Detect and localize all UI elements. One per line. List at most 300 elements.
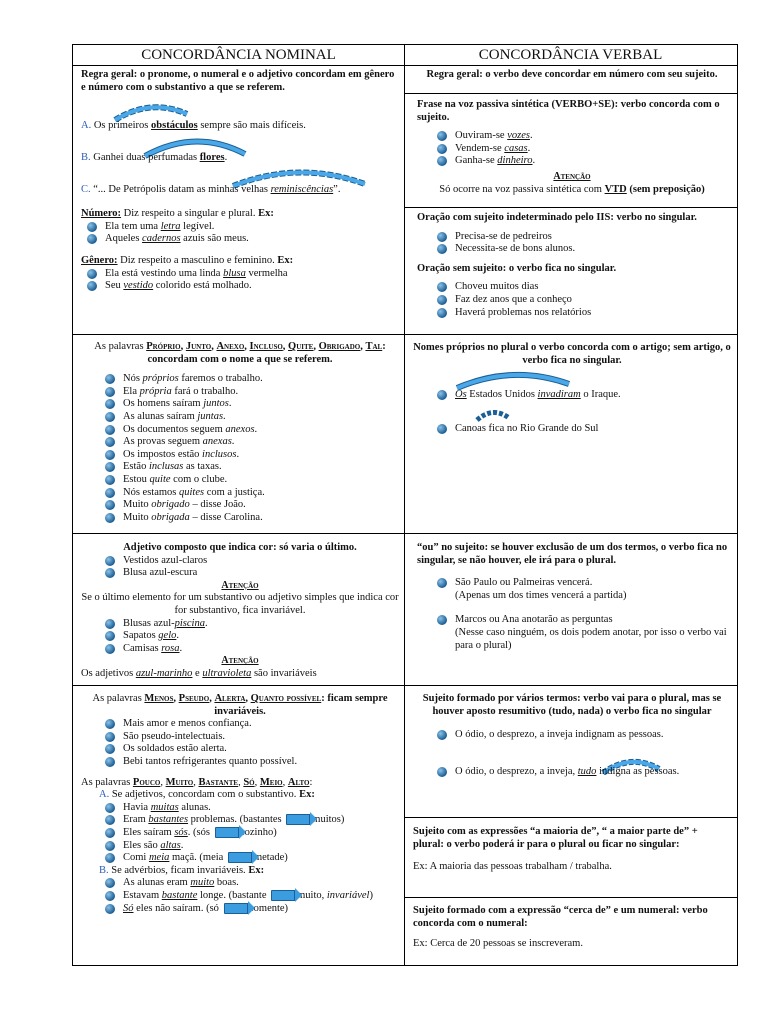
list-item (81, 802, 399, 815)
left-section-regra-geral (81, 69, 399, 293)
sem-sujeito-list (413, 281, 731, 319)
bullet-icon (105, 568, 115, 578)
note-mid: e (192, 667, 203, 679)
right-section-cerca-de (413, 905, 731, 951)
bullet-icon (437, 156, 447, 166)
list-item (431, 155, 731, 168)
list-item (81, 280, 399, 293)
item-post: eles não saíram. (só (133, 902, 222, 914)
keyword: Tal (365, 341, 383, 352)
list-item (99, 499, 399, 512)
item-word: própria (139, 385, 172, 397)
item-text: Faz dez anos que a conheço (455, 293, 572, 305)
bullet-icon (105, 437, 115, 447)
menos-title: As palavras Menos, Pseudo, Alerta, Quanto possível: ficam sempre invariáveis. (92, 693, 388, 717)
item-text: Os soldados estão alerta. (123, 743, 227, 755)
left-divider-2 (73, 533, 404, 534)
list-item (81, 618, 399, 631)
bullet-icon (105, 891, 115, 901)
list-item (99, 461, 399, 474)
example-c (81, 184, 399, 197)
rule-text: Se adjetivos, concordam com o substantivo. (111, 789, 300, 801)
atencao-note: Se o último elemento for um substantivo ou adjetivo simples que indica cor for substantivo, fica invariável. (81, 592, 399, 616)
item-word: obrigada (151, 511, 190, 523)
maioria-title: Sujeito com as expressões “a maioria de”, “ a maior parte de” + plural: o verbo poderá ir para o plural ou ficar no singular: (413, 826, 698, 850)
item-pre: Nós (123, 373, 143, 385)
item-word: letra (160, 220, 181, 232)
note-word: azul-marinho (135, 667, 193, 679)
proprio-title: As palavras Próprio, Junto, Anexo, Incluso, Quite, Obrigado, Tal: concordam com o nome a que se referem. (94, 341, 386, 365)
bullet-icon (105, 815, 115, 825)
item-post: . (179, 642, 183, 654)
cerca-de-example: Ex: Cerca de 20 pessoas se inscreveram. (413, 938, 583, 950)
bullet-icon (105, 513, 115, 523)
bullet-icon (105, 744, 115, 754)
atencao-label: Atenção (553, 170, 591, 182)
bullet-icon (437, 424, 447, 434)
item-post: fará o trabalho. (171, 385, 239, 397)
adjetivos-rule (81, 789, 399, 802)
list-item (81, 840, 399, 853)
numero-text: Diz respeito a singular e plural. (121, 208, 259, 220)
item-post: . (532, 155, 536, 167)
keyword: Quite (288, 341, 314, 352)
item-pre: Ganha-se (455, 155, 498, 167)
bullet-icon (105, 878, 115, 888)
list-item (81, 877, 399, 890)
list-item (81, 890, 399, 903)
genero-ex: Ex: (277, 254, 294, 266)
bullet-icon (87, 222, 97, 232)
adjetivo-cor-title: Adjetivo composto que indica cor: só varia o último. (123, 542, 357, 553)
item-mid: Estados Unidos (466, 389, 538, 401)
item-post: problemas. (bastantes (188, 814, 285, 826)
list-item (99, 718, 399, 731)
item-end: metade) (253, 852, 288, 864)
item-pre: O ódio, o desprezo, a inveja, (455, 765, 578, 777)
bullet-icon (437, 144, 447, 154)
ou-title: “ou” no sujeito: se houver exclusão de um dos termos, o verbo fica no singular, se não houver, ele irá para o plural. (417, 542, 728, 566)
list-item (431, 130, 731, 143)
list-item (413, 614, 731, 627)
note-post: são invariáveis (251, 667, 317, 679)
bullet-icon (105, 853, 115, 863)
right-divider-5 (404, 817, 737, 818)
passiva-list (413, 130, 731, 168)
bullet-icon (105, 374, 115, 384)
item-text: São Paulo ou Palmeiras vencerá. (455, 577, 593, 589)
item-word: bastantes (148, 814, 189, 826)
bullet-icon (437, 232, 447, 242)
right-arrow-icon (228, 852, 252, 863)
item-pre: Havia (123, 801, 151, 813)
item-note: (Apenas um dos times vencerá a partida) (455, 589, 627, 601)
genero-text: Diz respeito a masculino e feminino. (117, 254, 278, 266)
bullet-icon (105, 412, 115, 422)
bullet-icon (105, 719, 115, 729)
item-post: . (529, 130, 533, 142)
bullet-icon (105, 425, 115, 435)
list-item (99, 743, 399, 756)
item-post: o Iraque. (580, 389, 621, 401)
genero-rule (81, 255, 399, 268)
examples-abc (81, 104, 399, 196)
right-divider-4 (404, 685, 737, 686)
item-post: . (231, 436, 235, 448)
list-item (81, 221, 399, 234)
bullet-icon (105, 828, 115, 838)
item-pre: Aqueles (105, 233, 143, 245)
item-close: ) (369, 889, 373, 901)
item-pre: Eles são (123, 839, 161, 851)
indeterminado-list (413, 231, 731, 256)
item-word: vozes (507, 130, 530, 142)
pouco-title: As palavras Pouco, Muito, Bastante, Só, Meio, Alto: (81, 776, 313, 788)
bullet-icon (437, 131, 447, 141)
item-end: sozinho) (240, 826, 277, 838)
item-post: com a justiça. (204, 486, 265, 498)
list-item (81, 827, 399, 840)
item-text: Vestidos azul-claros (123, 554, 208, 566)
bullet-icon (437, 615, 447, 625)
rule-text: Se advérbios, ficam invariáveis. (111, 864, 249, 876)
left-column-header: CONCORDÂNCIA NOMINAL (73, 45, 405, 65)
curved-arrow-icon (473, 408, 513, 422)
item-pre: Estou (123, 473, 150, 485)
list-item (99, 731, 399, 744)
item-post: azuis são meus. (180, 233, 249, 245)
item-post: . (254, 423, 258, 435)
list-item (431, 307, 731, 320)
nomes-proprios-title: Nomes próprios no plural o verbo concorda com o artigo; sem artigo, o verbo fica no singular. (413, 342, 731, 366)
item-word: gelo (158, 630, 177, 642)
example-a (81, 120, 306, 133)
keyword: Só (243, 776, 255, 788)
list-item (413, 389, 731, 402)
item-text: Precisa-se de pedreiros (455, 230, 552, 242)
item-word: obrigado (151, 499, 190, 511)
bullet-icon (437, 390, 447, 400)
bullet-icon (105, 462, 115, 472)
keyword: Pouco (132, 776, 161, 788)
item-word: cadernos (142, 233, 181, 245)
item-pre: Ela está vestindo uma linda (105, 267, 224, 279)
item-text: Bebi tantos refrigerantes quanto possível. (123, 755, 298, 767)
right-column-header: CONCORDÂNCIA VERBAL (478, 47, 663, 63)
keyword: Próprio (146, 341, 181, 352)
list-item (99, 411, 399, 424)
bullet-icon (87, 269, 97, 279)
list-item (81, 630, 399, 643)
bullet-icon (87, 281, 97, 291)
adverbios-rule (81, 865, 399, 878)
keyword: Menos (144, 693, 174, 704)
numero-label: Número: (81, 208, 122, 220)
list-item (99, 449, 399, 462)
right-arrow-icon (224, 903, 248, 914)
note-word: VTD (604, 183, 627, 195)
bullet-icon (437, 295, 447, 305)
keyword: Quanto possível (250, 693, 322, 704)
letter-b: B. (81, 152, 91, 164)
item-pre: Estavam (123, 889, 162, 901)
list-item (431, 143, 731, 156)
bullet-icon (105, 488, 115, 498)
list-item (413, 423, 731, 436)
grammar-table (72, 44, 738, 966)
letter-b: B. (99, 864, 109, 876)
invariaveis-note (81, 668, 399, 681)
bullet-icon (437, 244, 447, 254)
item-post: colorido está molhado. (153, 280, 252, 292)
item-post: com o clube. (170, 473, 228, 485)
bullet-icon (105, 757, 115, 767)
item-word: próprios (142, 373, 179, 385)
genero-label: Gênero: (81, 254, 118, 266)
item-text: Canoas fica no Rio Grande do Sul (455, 422, 599, 434)
bullet-icon (105, 450, 115, 460)
right-section-varios-termos (413, 693, 731, 778)
bullet-icon (87, 234, 97, 244)
bullet-icon (105, 387, 115, 397)
item-post: alunas. (178, 801, 211, 813)
passiva-title: Frase na voz passiva sintética (VERBO+SE): verbo concorda com o sujeito. (417, 99, 720, 123)
list-item (99, 436, 399, 449)
list-item (431, 243, 731, 256)
item-word: blusa (223, 267, 246, 279)
left-section-proprio (81, 341, 399, 524)
item-post: boas. (214, 877, 239, 889)
item-pre: Sapatos (123, 630, 159, 642)
item-word: muitas (150, 801, 179, 813)
example-a-word: obstáculos (151, 120, 198, 132)
item-post: . (sós (187, 826, 213, 838)
right-section-nomes-proprios (413, 342, 731, 435)
bullet-icon (105, 904, 115, 914)
example-b-post: . (224, 152, 228, 164)
keyword: Incluso (249, 341, 283, 352)
item-word: juntos (203, 398, 229, 410)
item-text: Mais amor e menos confiança. (123, 718, 252, 730)
list-item (431, 281, 731, 294)
bullet-icon (105, 619, 115, 629)
item-pre: Vendem-se (455, 142, 505, 154)
left-section-adjetivo-cor (81, 542, 399, 681)
item-post: maçã. (meia (169, 852, 226, 864)
item-post: indigna as pessoas. (596, 765, 680, 777)
cerca-de-title: Sujeito formado com a expressão “cerca de” e um numeral: verbo concorda com o numeral: (413, 905, 708, 929)
left-section-menos (81, 693, 399, 915)
list-item (99, 512, 399, 525)
keyword: Junto (185, 341, 212, 352)
numero-ex: Ex: (258, 208, 274, 220)
bullet-icon (105, 732, 115, 742)
keyword: Alerta (214, 693, 246, 704)
right-section-maioria (413, 826, 731, 874)
keyword: Pseudo (178, 693, 210, 704)
note-word: ultravioleta (202, 667, 252, 679)
keyword: Bastante (198, 776, 239, 788)
item-word: sós (174, 826, 188, 838)
item-pre: Os documentos seguem (123, 423, 226, 435)
example-c-word: reminiscências (270, 184, 334, 196)
item-pre: As alunas eram (123, 877, 191, 889)
item-post: . (180, 839, 184, 851)
note-post: (sem preposição) (626, 183, 705, 195)
item-end: muito, (297, 889, 327, 901)
item-post: . (204, 617, 208, 629)
example-b-pre: Ganhei duas perfumadas (93, 152, 200, 164)
title-post: : ficam sempre invariáveis. (214, 693, 388, 717)
left-divider-3 (73, 685, 404, 686)
item-word: anexas (202, 436, 232, 448)
item-post: legível. (180, 220, 215, 232)
item-pre: Ela (123, 385, 140, 397)
item-pre: Estão (123, 461, 149, 473)
item-pre: Comi (123, 852, 149, 864)
keyword: Anexo (216, 341, 245, 352)
list-item (413, 766, 731, 779)
atencao-label: Atenção (221, 579, 259, 591)
item-end: somente) (249, 902, 289, 914)
list-item (99, 373, 399, 386)
bullet-icon (437, 767, 447, 777)
left-divider-1 (73, 334, 404, 335)
item-end: muitos) (312, 814, 345, 826)
item-pre: As alunas saíram (123, 410, 198, 422)
sem-sujeito-title: Oração sem sujeito: o verbo fica no singular. (417, 262, 617, 274)
item-text: Blusa azul-escura (123, 567, 198, 579)
indeterminado-title: Oração com sujeito indeterminado pelo IIS: verbo no singular. (417, 212, 697, 223)
item-post: . (236, 448, 240, 460)
item-text: O ódio, o desprezo, a inveja indignam as pessoas. (455, 729, 664, 741)
right-arrow-icon (271, 890, 295, 901)
right-arrow-icon (286, 814, 310, 825)
proprio-list (81, 373, 399, 524)
bullet-icon (437, 578, 447, 588)
list-item (99, 386, 399, 399)
bullet-icon (105, 841, 115, 851)
item-word: altas (160, 839, 181, 851)
list-item (81, 555, 399, 568)
item-post: as taxas. (183, 461, 222, 473)
item-word: invadiram (537, 389, 581, 401)
item-word: Só (123, 902, 134, 914)
right-divider-2 (404, 334, 737, 335)
item-pre: Muito (123, 511, 152, 523)
rule-ex: Ex: (248, 864, 265, 876)
bullet-icon (105, 475, 115, 485)
atencao-label: Atenção (221, 655, 259, 667)
list-item (81, 903, 399, 916)
bullet-icon (437, 730, 447, 740)
item-word: rosa (161, 642, 180, 654)
list-item (431, 294, 731, 307)
item-word: meia (148, 852, 170, 864)
example-a-post: sempre são mais difíceis. (197, 120, 306, 132)
right-arrow-icon (215, 827, 239, 838)
bullet-icon (437, 282, 447, 292)
keyword: Obrigado (318, 341, 361, 352)
list-item (413, 729, 731, 742)
example-b-word: flores (199, 152, 225, 164)
example-a-pre: Os primeiros (93, 120, 152, 132)
item-pre: Ela tem uma (105, 220, 161, 232)
item-word: casas (504, 142, 528, 154)
bullet-icon (105, 803, 115, 813)
item-pre: Eles saíram (123, 826, 175, 838)
item-word: piscina (174, 617, 205, 629)
keyword: Meio (259, 776, 283, 788)
item-pre: Ouviram-se (455, 130, 508, 142)
header-divider (73, 65, 737, 66)
item-word: quite (149, 473, 171, 485)
list-item (81, 852, 399, 865)
passiva-note (413, 184, 731, 197)
item-post: vermelha (245, 267, 288, 279)
letter-a: A. (99, 789, 110, 801)
item-word: juntas (197, 410, 224, 422)
varios-termos-title: Sujeito formado por vários termos: verbo vai para o plural, mas se houver aposto resumitivo (tudo, nada) o verbo fica no singular (422, 693, 722, 717)
right-divider-6 (404, 897, 737, 898)
regra-geral-nominal: Regra geral: o pronome, o numeral e o adjetivo concordam em gênero e número com o substantivo a que se referem. (81, 69, 395, 93)
item-text: Necessita-se de bons alunos. (455, 243, 576, 255)
item-word: vestido (123, 280, 154, 292)
item-pre: As provas seguem (123, 436, 203, 448)
item-post: – disse Carolina. (189, 511, 263, 523)
right-divider-1 (404, 207, 737, 208)
list-item (81, 233, 399, 246)
curved-arrow-icon (453, 370, 573, 390)
list-item (81, 643, 399, 656)
example-c-pre: “... De Petrópolis datam as minhas velhas (93, 184, 271, 196)
list-item (81, 268, 399, 281)
list-item (99, 474, 399, 487)
item-post: . (228, 398, 232, 410)
list-item (99, 424, 399, 437)
right-section-passiva (413, 99, 731, 196)
item-post: . (223, 410, 226, 422)
list-item (431, 231, 731, 244)
list-item (99, 398, 399, 411)
rule-ex: Ex: (299, 789, 315, 801)
list-item (99, 487, 399, 500)
item-post: . (176, 630, 179, 642)
note-pre: Só ocorre na voz passiva sintética com (439, 183, 605, 195)
item-post: longe. (bastante (197, 889, 270, 901)
bullet-icon (105, 556, 115, 566)
item-pre: Muito (123, 499, 152, 511)
right-divider-0 (404, 93, 737, 94)
list-item (81, 567, 399, 580)
regra-geral-verbal: Regra geral: o verbo deve concordar em número com seu sujeito. (426, 69, 718, 80)
list-item (413, 577, 731, 590)
title-pre: As palavras (94, 341, 147, 352)
item-word: inclusas (148, 461, 184, 473)
item-text: Choveu muitos dias (455, 281, 539, 293)
example-c-post: ”. (333, 184, 341, 196)
bullet-icon (105, 631, 115, 641)
item-text: Haverá problemas nos relatórios (455, 306, 592, 318)
right-section-ou (413, 542, 731, 652)
keyword: Muito (165, 776, 194, 788)
title-pre: As palavras (81, 776, 133, 788)
bullet-icon (105, 644, 115, 654)
item-pre: Eram (123, 814, 149, 826)
item-word: bastante (161, 889, 198, 901)
title-post: : concordam com o nome a que se referem. (147, 341, 386, 365)
item-end-italic: invariável (326, 889, 370, 901)
